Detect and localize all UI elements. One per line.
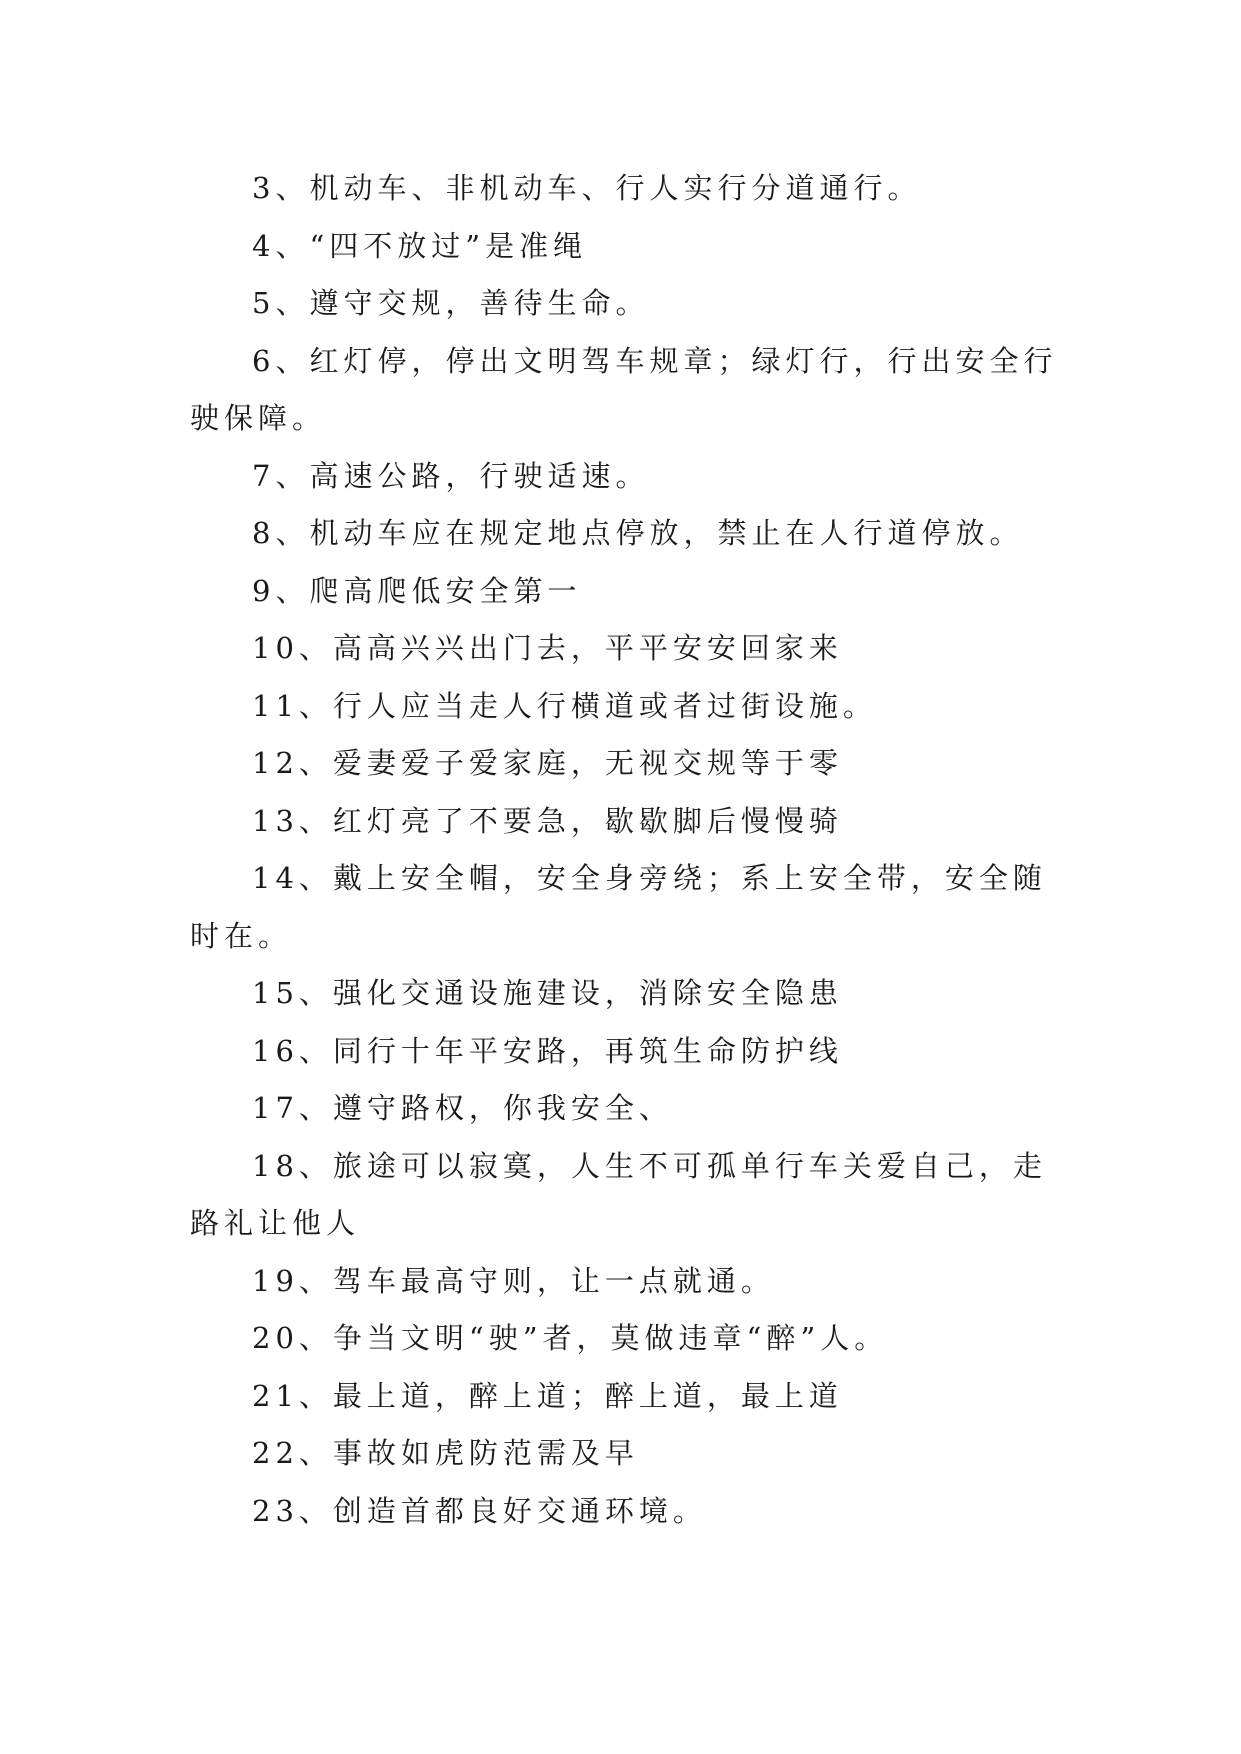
list-item: 9、爬高爬低安全第一 — [252, 573, 582, 608]
list-item: 18、旅途可以寂寞，人生不可孤单行车关爱自己，走路礼让他人 — [190, 1148, 1047, 1240]
list-item: 21、最上道，醉上道；醉上道，最上道 — [252, 1378, 843, 1413]
slogan-list — [190, 160, 1060, 1540]
list-item: 7、高速公路，行驶适速。 — [252, 458, 650, 493]
list-item: 11、行人应当走人行横道或者过街设施。 — [252, 688, 877, 723]
list-item: 22、事故如虎防范需及早 — [252, 1436, 639, 1470]
list-item: 19、驾车最高守则，让一点就通。 — [252, 1263, 775, 1298]
list-item: 16、同行十年平安路，再筑生命防护线 — [252, 1033, 843, 1068]
list-item: 10、高高兴兴出门去，平平安安回家来 — [252, 631, 843, 665]
list-item: 17、遵守路权，你我安全、 — [252, 1091, 673, 1125]
list-item: 5、遵守交规，善待生命。 — [252, 286, 650, 320]
list-item: 14、戴上安全帽，安全身旁绕；系上安全带，安全随时在。 — [190, 861, 1047, 953]
list-item: 6、红灯停，停出文明驾车规章；绿灯行，行出安全行驶保障。 — [190, 343, 1058, 435]
list-item: 15、强化交通设施建设，消除安全隐患 — [252, 976, 843, 1010]
list-item: 20、争当文明“驶”者，莫做违章“醉”人。 — [252, 1321, 889, 1355]
list-item: 13、红灯亮了不要急，歇歇脚后慢慢骑 — [252, 803, 843, 838]
list-item: 23、创造首都良好交通环境。 — [252, 1493, 707, 1528]
list-item: 8、机动车应在规定地点停放，禁止在人行道停放。 — [252, 516, 1024, 550]
list-item: 12、爱妻爱子爱家庭，无视交规等于零 — [252, 746, 843, 780]
list-item: 3、机动车、非机动车、行人实行分道通行。 — [252, 171, 922, 205]
list-item: 4、“四不放过”是准绳 — [252, 228, 588, 263]
